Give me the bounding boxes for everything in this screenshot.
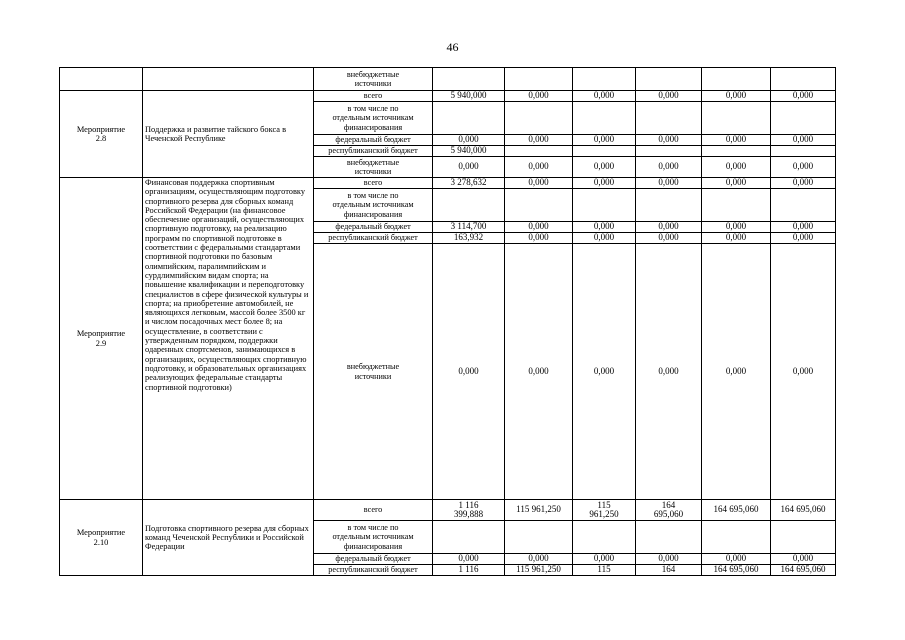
- value-cell: 0,000: [702, 91, 771, 102]
- value-cell: 0,000: [636, 91, 702, 102]
- activity-title: Поддержка и развитие тайского бокса в Чеченской Республике: [143, 91, 314, 178]
- value-cell: 0,000: [573, 135, 636, 146]
- value-cell: 0,000: [505, 135, 573, 146]
- value-cell: [505, 189, 573, 222]
- table-row: [60, 68, 836, 91]
- value-cell: [573, 102, 636, 135]
- value-cell: 0,000: [433, 244, 505, 500]
- value-cell: [771, 521, 836, 554]
- page-number: 46: [446, 40, 459, 54]
- value-cell: 3 114,700: [433, 222, 505, 233]
- value-cell: [771, 189, 836, 222]
- value-cell: 0,000: [573, 554, 636, 565]
- activity-title: Финансовая поддержка спортивным организациям, осуществляющим подготовку спортивного резерва для сборных команд Российской Федерации (на финансовое обеспечение организаций, осуществляющих спортивную подготовку, на реализацию программ по спортивной подготовке в соответствии с федеральными стандартами спортивной подготовки по базовым олимпийским, паралимпийским и сурдлимпийским видам спорта; на повышение квалификации и переподготовку специалистов в сфере физической культуры и спорта; на приобретение автомобилей, не являющихся легковым, массой более 3500 кг и числом посадочных мест более 8; на осуществление, в соответствии с утвержденным порядком, поддержки одаренных спортсменов, занимающихся в организациях, осуществляющих спортивную подготовку, и образовательных организациях реализующих федеральные стандарты спортивной подготовки): [143, 178, 314, 500]
- value-cell: 0,000: [771, 554, 836, 565]
- value-cell: 0,000: [573, 244, 636, 500]
- value-cell: 115 961,250: [505, 500, 573, 521]
- value-cell: [433, 521, 505, 554]
- value-cell: 0,000: [702, 222, 771, 233]
- activity-label: Мероприятие 2.8: [60, 91, 143, 178]
- budget-table: [59, 67, 836, 576]
- funding-source: республиканский бюджет: [314, 233, 433, 244]
- funding-source: федеральный бюджет: [314, 554, 433, 565]
- value-cell: 164 695,060: [702, 565, 771, 576]
- value-cell: [573, 68, 636, 91]
- value-cell: 164 695,060: [636, 500, 702, 521]
- value-cell: 0,000: [505, 157, 573, 178]
- value-cell: 3 278,632: [433, 178, 505, 189]
- value-cell: [505, 521, 573, 554]
- value-cell: [636, 189, 702, 222]
- value-cell: 115 961,250: [505, 565, 573, 576]
- value-cell: 0,000: [505, 554, 573, 565]
- value-cell: [505, 102, 573, 135]
- value-cell: [433, 68, 505, 91]
- value-cell: 0,000: [636, 222, 702, 233]
- value-cell: [702, 102, 771, 135]
- value-cell: 115: [573, 565, 636, 576]
- value-cell: 0,000: [636, 244, 702, 500]
- activity-title: Подготовка спортивного резерва для сборных команд Чеченской Республики и Российской Федерации: [143, 500, 314, 576]
- funding-source: в том числе по отдельным источникам финансирования: [314, 521, 433, 554]
- value-cell: 0,000: [573, 157, 636, 178]
- value-cell: 0,000: [505, 233, 573, 244]
- value-cell: 0,000: [636, 554, 702, 565]
- value-cell: 0,000: [505, 91, 573, 102]
- value-cell: 0,000: [505, 178, 573, 189]
- value-cell: 0,000: [433, 157, 505, 178]
- value-cell: 5 940,000: [433, 146, 505, 157]
- value-cell: 0,000: [433, 554, 505, 565]
- value-cell: [433, 189, 505, 222]
- value-cell: [771, 102, 836, 135]
- value-cell: 115 961,250: [573, 500, 636, 521]
- funding-source: федеральный бюджет: [314, 135, 433, 146]
- value-cell: 0,000: [771, 135, 836, 146]
- table-row: [60, 178, 836, 189]
- table-row: [60, 91, 836, 102]
- value-cell: [433, 102, 505, 135]
- value-cell: [702, 68, 771, 91]
- value-cell: [505, 68, 573, 91]
- value-cell: 0,000: [702, 244, 771, 500]
- funding-source: в том числе по отдельным источникам финансирования: [314, 189, 433, 222]
- funding-source: внебюджетные источники: [314, 244, 433, 500]
- value-cell: 0,000: [702, 135, 771, 146]
- value-cell: 0,000: [636, 233, 702, 244]
- value-cell: [505, 146, 573, 157]
- value-cell: 0,000: [433, 135, 505, 146]
- value-cell: 0,000: [636, 178, 702, 189]
- value-cell: 0,000: [573, 222, 636, 233]
- table-row: [60, 500, 836, 521]
- funding-source: всего: [314, 500, 433, 521]
- value-cell: 0,000: [771, 244, 836, 500]
- funding-source: республиканский бюджет: [314, 146, 433, 157]
- value-cell: [636, 102, 702, 135]
- value-cell: [702, 521, 771, 554]
- value-cell: [573, 189, 636, 222]
- funding-source: внебюджетные источники: [314, 68, 433, 91]
- activity-label: Мероприятие 2.9: [60, 178, 143, 500]
- funding-source: всего: [314, 91, 433, 102]
- value-cell: 5 940,000: [433, 91, 505, 102]
- value-cell: [771, 68, 836, 91]
- value-cell: 0,000: [505, 244, 573, 500]
- value-cell: [636, 521, 702, 554]
- empty-cell: [60, 68, 143, 91]
- value-cell: 0,000: [702, 233, 771, 244]
- funding-source: всего: [314, 178, 433, 189]
- value-cell: 0,000: [702, 178, 771, 189]
- value-cell: 0,000: [771, 91, 836, 102]
- empty-cell: [143, 68, 314, 91]
- funding-source: федеральный бюджет: [314, 222, 433, 233]
- funding-source: внебюджетные источники: [314, 157, 433, 178]
- value-cell: 0,000: [702, 554, 771, 565]
- value-cell: 164 695,060: [702, 500, 771, 521]
- value-cell: 0,000: [636, 157, 702, 178]
- value-cell: 0,000: [702, 157, 771, 178]
- funding-source: республиканский бюджет: [314, 565, 433, 576]
- value-cell: 0,000: [573, 178, 636, 189]
- value-cell: [636, 68, 702, 91]
- value-cell: 0,000: [771, 178, 836, 189]
- activity-label: Мероприятие 2.10: [60, 500, 143, 576]
- funding-source: в том числе по отдельным источникам финансирования: [314, 102, 433, 135]
- value-cell: [573, 146, 636, 157]
- value-cell: [771, 146, 836, 157]
- value-cell: 163,932: [433, 233, 505, 244]
- value-cell: [636, 146, 702, 157]
- value-cell: [573, 521, 636, 554]
- value-cell: 164: [636, 565, 702, 576]
- value-cell: 0,000: [771, 222, 836, 233]
- value-cell: 0,000: [771, 157, 836, 178]
- value-cell: 0,000: [573, 233, 636, 244]
- value-cell: 164 695,060: [771, 565, 836, 576]
- value-cell: [702, 146, 771, 157]
- value-cell: 0,000: [573, 91, 636, 102]
- value-cell: 1 116 399,888: [433, 500, 505, 521]
- value-cell: 0,000: [636, 135, 702, 146]
- value-cell: 1 116: [433, 565, 505, 576]
- value-cell: 164 695,060: [771, 500, 836, 521]
- value-cell: 0,000: [505, 222, 573, 233]
- value-cell: 0,000: [771, 233, 836, 244]
- value-cell: [702, 189, 771, 222]
